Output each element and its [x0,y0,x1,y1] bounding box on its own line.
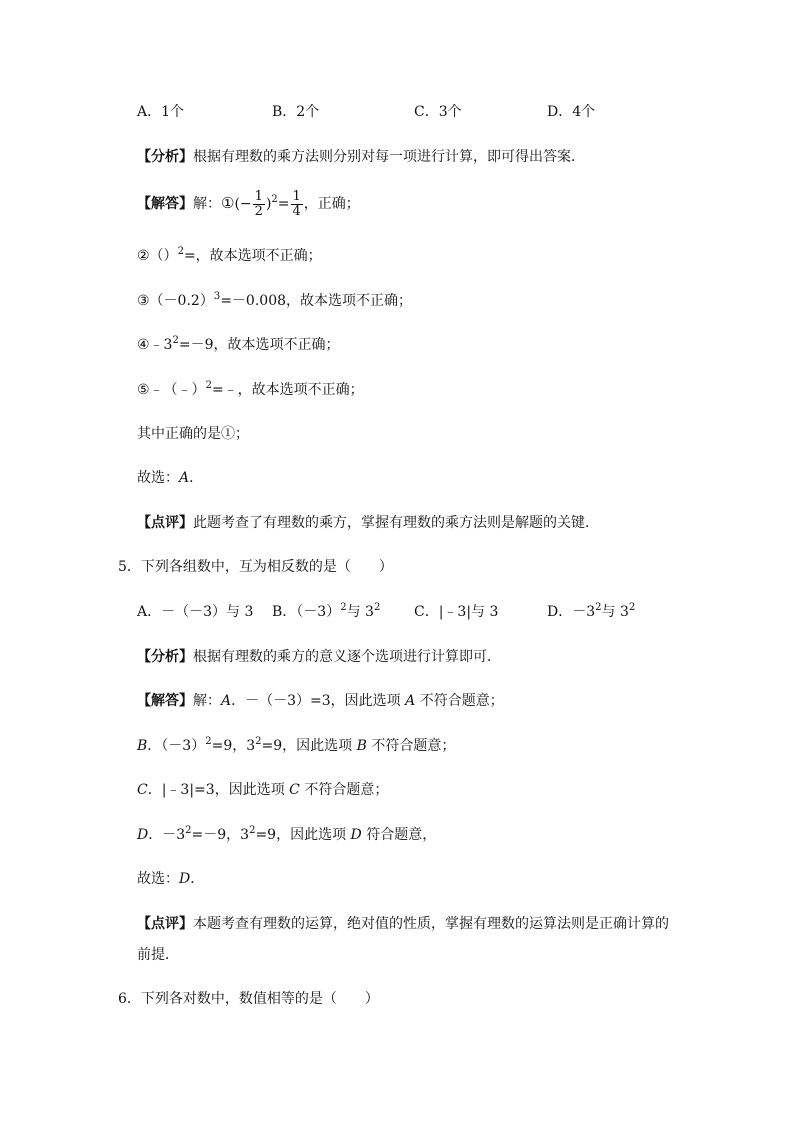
analysis-tag: 【分析】 [137,649,193,665]
q5-option-a: A．－（－3）与 3 [137,604,254,620]
comment-text: 本题考查有理数的运算，绝对值的性质，掌握有理数的运算法则是正确计算的 [193,916,669,932]
option-text: 与 3 [346,604,374,620]
exponent: 2 [628,602,636,613]
exponent: 2 [595,602,602,613]
expr-text: 不符合题意； [415,693,504,709]
choice-letter: A [179,470,190,486]
exponent: 2 [205,380,212,391]
expr-text: ．（－3） [147,738,206,754]
exponent: 2 [373,602,381,613]
answer-prefix: 解： [193,693,221,709]
answer-tag: 【解答】 [137,196,193,212]
expr-text: ．－3 [148,827,186,843]
option-a: A．1个 [137,104,185,120]
q5-option-c: C．|﹣3|与 3 [414,604,499,620]
q4-analysis [137,147,585,167]
expr-text: ④﹣3 [137,337,173,353]
expr-text: ⑤﹣（﹣） [137,382,206,398]
q5-option-d [547,602,635,622]
q5-option-b [272,602,380,622]
answer-tag: 【解答】 [137,693,193,709]
q4-correct-summary: 其中正确的是①； [137,426,249,442]
exponent: 3 [213,291,221,302]
q4-answer-item-4 [137,335,339,355]
comment-text: 此题考查了有理数的乘方，掌握有理数的乘方法则是解题的关键． [193,515,599,531]
q5-answer-c [137,780,388,800]
comment-tag: 【点评】 [137,916,193,932]
option-letter: D [137,827,149,843]
analysis-text: 根据有理数的乘方法则分别对每一项进行计算，即可得出答案． [193,149,585,165]
expr-close: ) [265,196,272,212]
option-letter: B [137,738,148,754]
expr-text: =－9，故本选项不正确； [178,337,340,353]
exponent: 2 [340,602,347,613]
expr-text: ③（－0.2） [137,293,214,309]
option-d: D．4个 [547,104,596,120]
q6-stem: 6．下列各对数中，数值相等的是（ ） [118,991,379,1007]
q5-choice [137,869,204,889]
option-text: D．－3 [547,604,596,620]
choice-prefix: 故选： [137,871,179,887]
expr-text: ．|﹣3|=3，因此选项 [147,782,290,798]
q5-answer-b [137,736,455,756]
expr-text: 符合题意， [361,827,437,843]
fraction-denominator: 4 [292,203,301,219]
option-text: B．（－3） [272,604,341,620]
expr-text: ②（） [137,248,178,264]
q4-answer-item-3 [137,291,412,311]
choice-end: ． [189,470,204,486]
fraction-half [253,190,265,219]
option-c: C．3个 [414,104,462,120]
exponent: 2 [172,335,179,346]
fraction-numerator: 1 [292,188,301,204]
expr-text: =9，因此选项 [261,738,357,754]
expr-text: =－0.008，故本选项不正确； [220,293,413,309]
expr-text: 不符合题意； [299,782,389,798]
q5-analysis [137,647,501,667]
option-letter: A [221,693,232,709]
option-letter: B [356,738,367,754]
expr-text: =9，因此选项 [255,827,351,843]
answer-prefix: 解： [193,196,221,212]
q4-comment [137,513,599,533]
expr-text: =﹣，故本选项不正确； [211,382,364,398]
item-marker: ① [221,194,235,212]
analysis-text: 根据有理数的乘方的意义逐个选项进行计算即可． [193,649,501,665]
fraction-denominator: 2 [254,203,263,219]
option-text: 与 3 [601,604,629,620]
fraction-quarter [291,190,303,219]
choice-prefix: 故选： [137,470,179,486]
exponent: 2 [271,194,278,205]
equals-sign: = [277,196,290,212]
expr-text: =9，3 [211,738,256,754]
q4-answer-item-2 [137,246,322,266]
q5-answer-a [137,691,504,711]
q5-comment-cont: 前提． [137,947,179,963]
expr-text: 不符合题意； [366,738,456,754]
q4-answer-item-5 [137,380,364,400]
expr-text: =－9，3 [191,827,250,843]
option-letter: A [405,693,416,709]
option-letter: C [289,782,300,798]
exponent: 2 [255,736,262,747]
comment-tag: 【点评】 [137,515,193,531]
exponent: 2 [205,736,212,747]
expr-open: (− [234,196,252,212]
choice-letter: D [179,871,191,887]
option-letter: C [137,782,148,798]
q5-stem: 5．下列各组数中，互为相反数的是（ ） [118,559,393,575]
choice-end: ． [190,871,205,887]
expr-text: ．－（－3）=3，因此选项 [231,693,406,709]
q4-answer-item-1 [137,188,360,219]
item-conclusion: ，正确； [303,196,360,212]
fraction-numerator: 1 [254,188,263,204]
q4-choice [137,468,203,488]
analysis-tag: 【分析】 [137,149,193,165]
exponent: 2 [177,246,184,257]
option-letter: D [350,827,362,843]
q5-answer-d [137,825,436,845]
exponent: 2 [185,825,192,836]
exponent: 2 [249,825,256,836]
expr-text: =，故本选项不正确； [183,248,322,264]
q5-comment [137,914,669,934]
option-b: B．2个 [272,104,320,120]
